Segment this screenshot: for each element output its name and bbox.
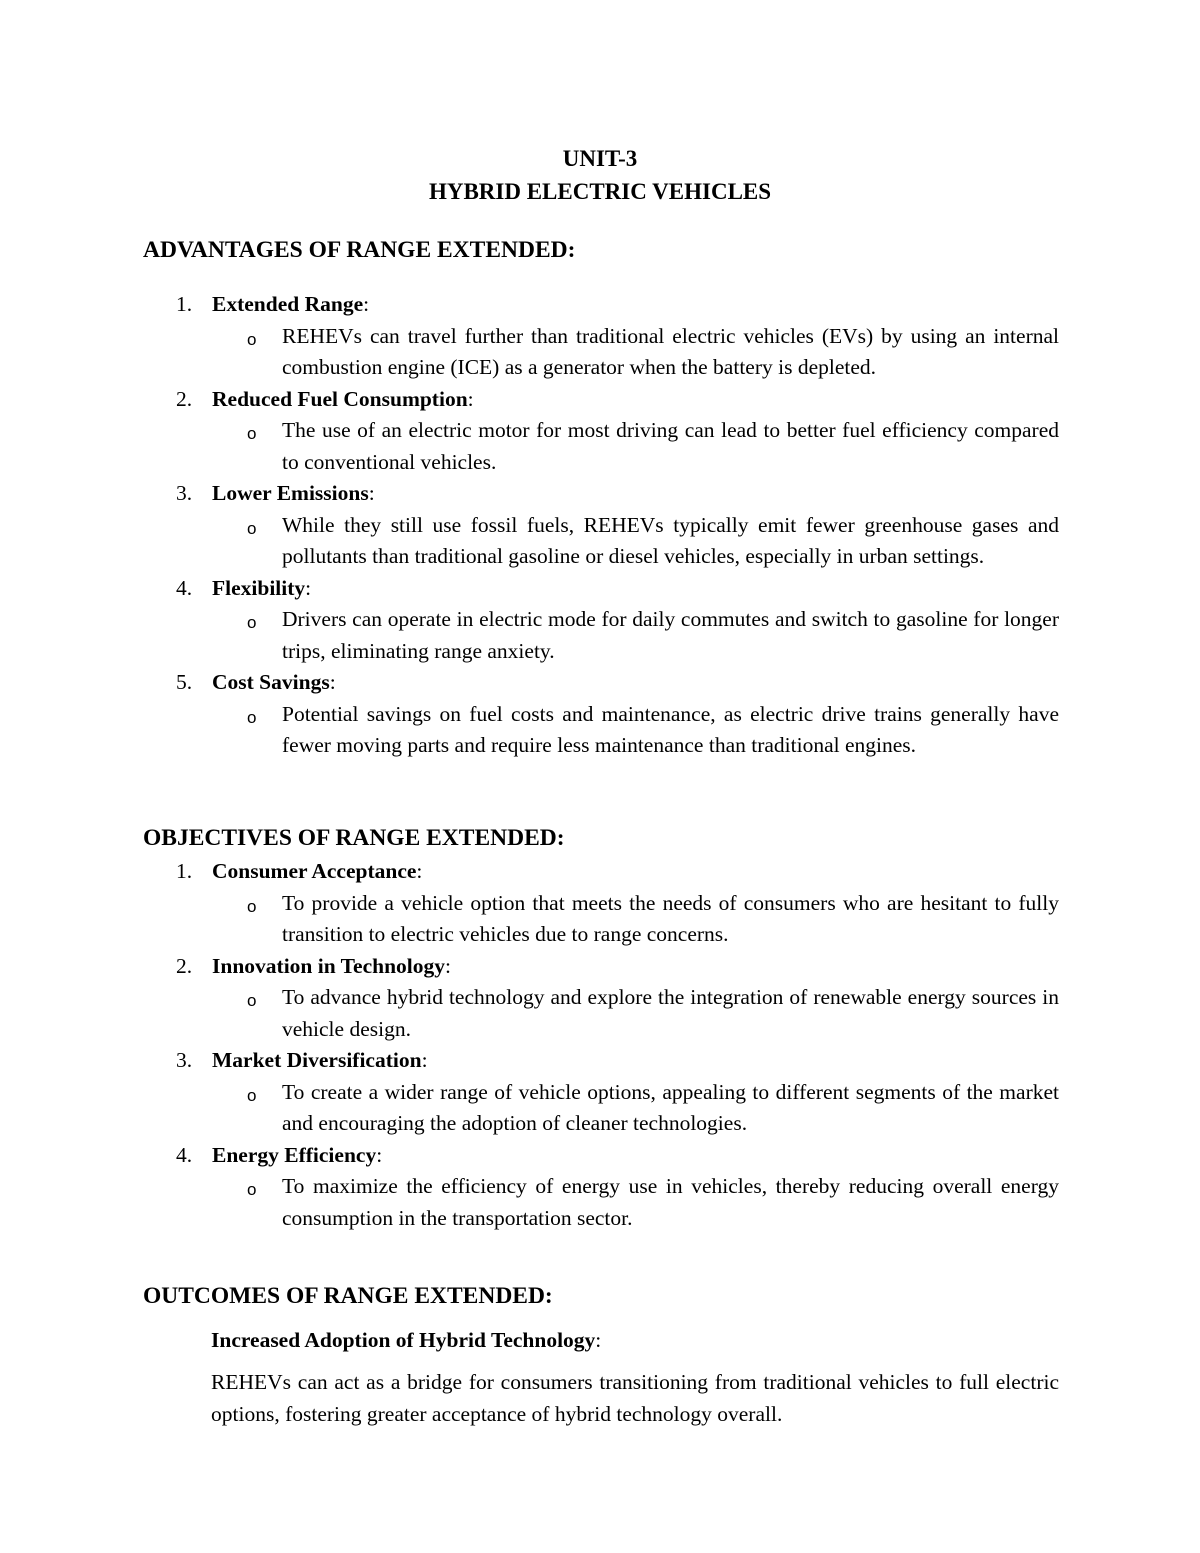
bullet-icon: o xyxy=(247,518,257,538)
objective-item xyxy=(143,1045,1059,1140)
objective-item xyxy=(143,856,1059,951)
advantage-item xyxy=(143,478,1059,573)
subject-title: HYBRID ELECTRIC VEHICLES xyxy=(428,179,772,204)
item-description: Drivers can operate in electric mode for daily commutes and switch to gasoline for longer trips, eliminating range anxiety. xyxy=(282,607,1059,663)
item-colon: : xyxy=(445,953,451,978)
advantage-item xyxy=(143,667,1059,762)
item-title: Energy Efficiency xyxy=(212,1142,377,1167)
bullet-icon: o xyxy=(247,424,257,443)
item-number: 4. xyxy=(176,575,193,600)
objective-item xyxy=(143,1140,1059,1235)
item-description: To advance hybrid technology and explore the integration of renewable energy sources in vehicle design. xyxy=(282,985,1059,1041)
item-number: 3. xyxy=(176,481,193,505)
item-number: 3. xyxy=(176,1048,193,1072)
outcome-title-line xyxy=(211,1325,601,1356)
advantage-item xyxy=(143,573,1059,668)
item-title: Lower Emissions xyxy=(212,481,369,505)
bullet-icon: o xyxy=(247,1085,257,1105)
objective-item xyxy=(143,951,1059,1046)
item-colon: : xyxy=(467,386,474,411)
bullet-icon: o xyxy=(247,896,257,916)
bullet-icon: o xyxy=(247,329,257,349)
item-number: 5. xyxy=(176,670,193,694)
title-block xyxy=(0,142,1200,208)
item-colon: : xyxy=(329,670,336,694)
item-description: While they still use fossil fuels, REHEVs typically emit fewer greenhouse gases and pollutants than traditional gasoline or diesel vehicles, especially in urban settings. xyxy=(282,512,1059,568)
item-number: 1. xyxy=(176,292,193,316)
outcome-colon: : xyxy=(595,1328,602,1352)
item-colon: : xyxy=(416,859,423,883)
bullet-icon: o xyxy=(247,707,257,727)
advantages-heading: ADVANTAGES OF RANGE EXTENDED: xyxy=(143,237,576,263)
item-description: REHEVs can travel further than traditional electric vehicles (EVs) by using an internal combustion engine (ICE) as a generator when the battery is depleted. xyxy=(282,323,1059,379)
item-colon: : xyxy=(305,575,312,600)
item-description: Potential savings on fuel costs and maintenance, as electric drive trains generally have fewer moving parts and require less maintenance than traditional engines. xyxy=(282,701,1059,757)
advantage-item xyxy=(143,384,1059,479)
item-description: To maximize the efficiency of energy use in vehicles, thereby reducing overall energy consumption in the transportation sector. xyxy=(282,1174,1059,1230)
item-colon: : xyxy=(363,292,370,316)
item-title: Market Diversification xyxy=(212,1048,422,1072)
bullet-icon: o xyxy=(247,613,257,632)
objectives-heading: OBJECTIVES OF RANGE EXTENDED: xyxy=(143,825,565,851)
outcome-paragraph: REHEVs can act as a bridge for consumers transitioning from traditional vehicles to full electric options, fostering greater acceptance of hybrid technology overall. xyxy=(211,1370,1059,1426)
item-number: 2. xyxy=(176,953,193,978)
item-title: Reduced Fuel Consumption xyxy=(212,386,468,411)
item-description: The use of an electric motor for most driving can lead to better fuel efficiency compared to conventional vehicles. xyxy=(282,418,1059,474)
item-description: To provide a vehicle option that meets the needs of consumers who are hesitant to fully transition to electric vehicles due to range concerns. xyxy=(282,890,1059,946)
item-number: 4. xyxy=(176,1142,193,1167)
unit-title: UNIT-3 xyxy=(562,146,638,171)
item-title: Extended Range xyxy=(212,292,364,316)
item-title: Consumer Acceptance xyxy=(212,859,417,883)
advantage-item xyxy=(143,289,1059,384)
bullet-icon: o xyxy=(247,991,257,1010)
item-title: Innovation in Technology xyxy=(212,953,446,978)
item-title: Cost Savings xyxy=(212,670,330,694)
item-colon: : xyxy=(376,1142,383,1167)
item-colon: : xyxy=(421,1048,428,1072)
item-description: To create a wider range of vehicle options, appealing to different segments of the market and encouraging the adoption of cleaner technologies. xyxy=(282,1079,1059,1135)
item-title: Flexibility xyxy=(212,575,306,600)
item-number: 2. xyxy=(176,386,193,411)
item-number: 1. xyxy=(176,859,193,883)
objectives-list xyxy=(143,856,1059,1234)
outcomes-heading: OUTCOMES OF RANGE EXTENDED: xyxy=(143,1283,553,1309)
advantages-list xyxy=(143,289,1059,762)
bullet-icon: o xyxy=(247,1180,257,1199)
outcome-title: Increased Adoption of Hybrid Technology xyxy=(211,1328,596,1352)
item-colon: : xyxy=(368,481,375,505)
